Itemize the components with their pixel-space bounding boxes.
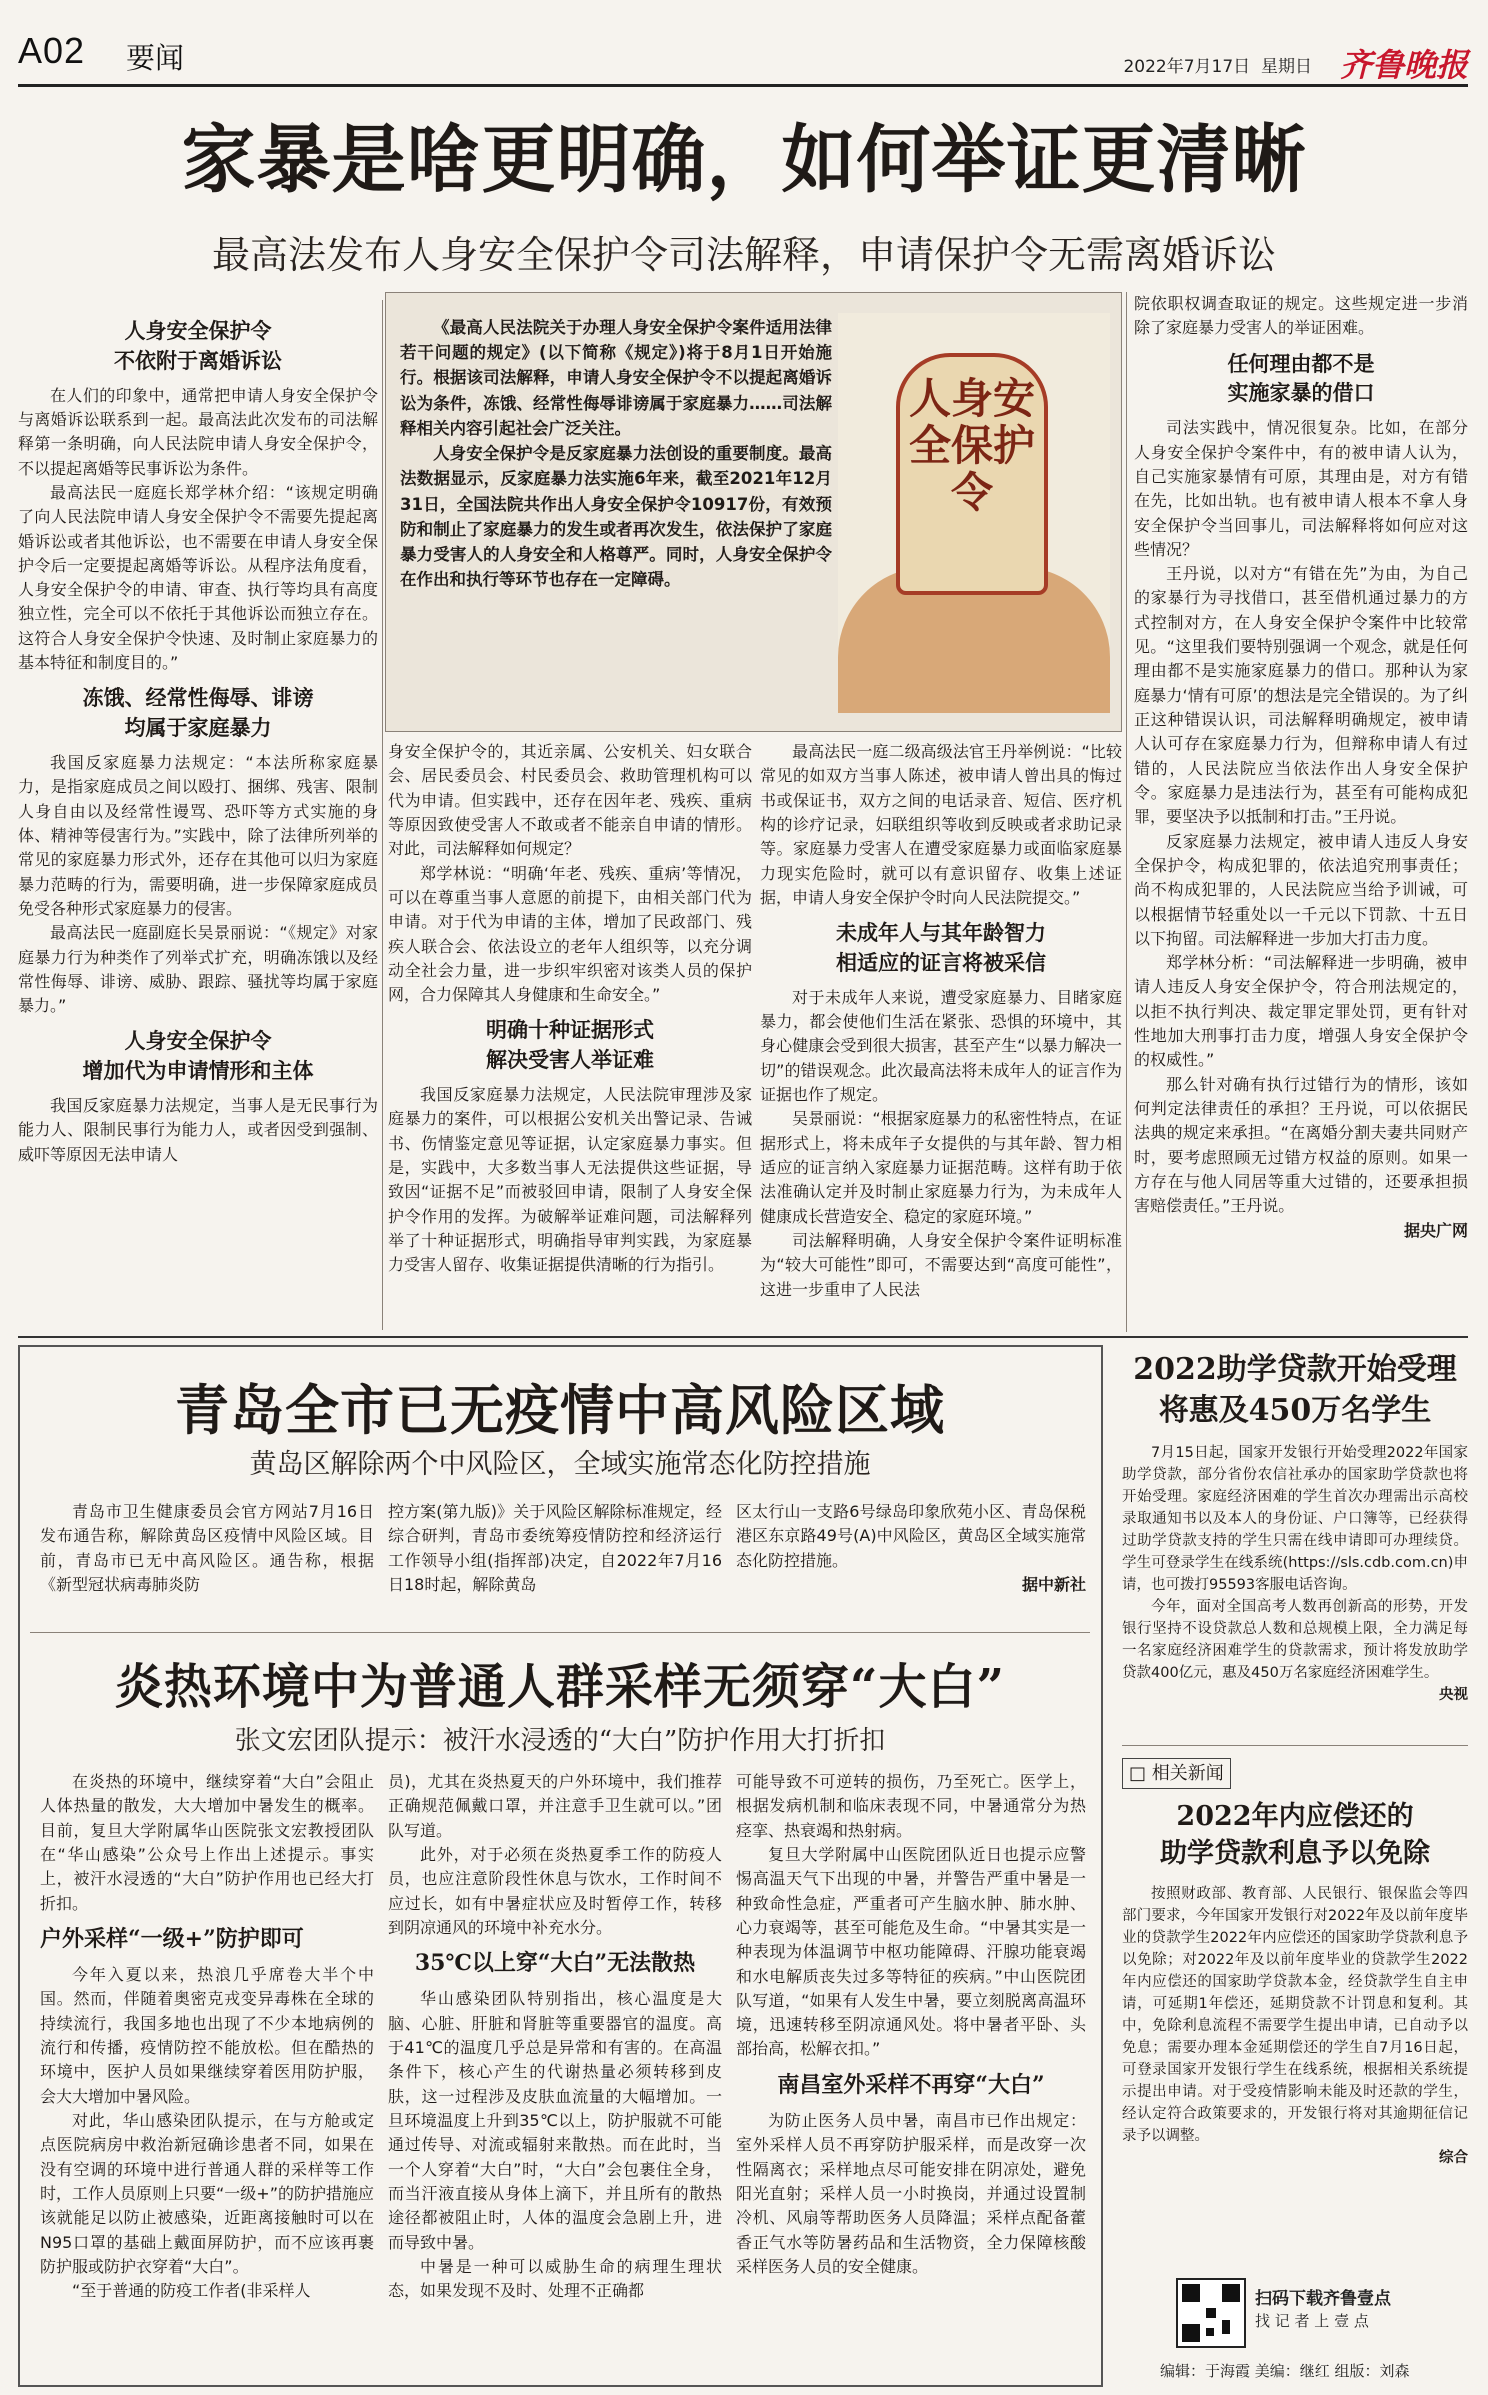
paragraph: 在人们的印象中，通常把申请人身安全保护令与离婚诉讼联系到一起。最高法此次发布的司法解释第一条明确，向人民法院申请人身安全保护令，不以提起离婚等民事诉讼为条件。	[18, 385, 378, 478]
lead-text	[400, 315, 832, 593]
subhead: 任何理由都不是 实施家暴的借口	[1227, 350, 1375, 406]
lead-box	[385, 292, 1122, 732]
paragraph: 为防止医务人员中暑，南昌市已作出规定：室外采样人员不再穿防护服采样，而是改穿一次性隔离衣；采样地点尽可能安排在阴凉处，避免阳光直射；采样人员一小时换岗，并通过设置制冷机、风扇等帮助医务人员降温；采样点配备藿香正气水等防暑药品和生活物资，全力保障核酸采样医务人员的安全健康。	[736, 2110, 1086, 2276]
paragraph: 中暑是一种可以威胁生命的病理生理状态，如果发现不及时、处理不正确都	[388, 2256, 722, 2301]
paragraph: “至于普通的防疫工作者(非采样人	[72, 2281, 311, 2301]
paragraph: 控方案(第九版)》关于风险区解除标准规定，经综合研判，青岛市委统筹疫情防控和经济运行工作领导小组(指挥部)决定，自2022年7月16日18时起，解除黄岛	[388, 1502, 722, 1594]
paragraph: 那么针对确有执行过错行为的情形，该如何判定法律责任的承担？王丹说，可以依据民法典的规定来承担。“在离婚分割夫妻共同财产时，要考虑照顾无过错方权益的原则。如果一方存在与他人同居等重大过错的，还要承担损害赔偿责任。”王丹说。	[1134, 1074, 1468, 1216]
paragraph: 复旦大学附属中山医院团队近日也提示应警惕高温天气下出现的中暑，并警告严重中暑是一种致命性急症，严重者可产生脑水肿、肺水肿、心力衰竭等，甚至可能危及生命。“中暑其实是一种表现为体温调节中枢功能障碍、汗腺功能衰竭和水电解质丧失过多等特征的疾病。”中山医院团队写道，“如果有人发生中暑，要立刻脱离高温环境，迅速转移至阴凉通风处。将中暑者平卧、头部抬高，松解衣扣。”	[736, 1844, 1086, 2059]
main-subheadline: 最高法发布人身安全保护令司法解释，申请保护令无需离婚诉讼	[211, 233, 1276, 277]
weekday-text: 星期日	[1261, 57, 1312, 77]
subhead: 户外采样“一级+”防护即可	[40, 1925, 304, 1952]
paragraph: 区太行山一支路6号绿岛印象欣苑小区、青岛保税港区东京路49号(A)中风险区，黄岛区全域实施常态化防控措施。	[736, 1502, 1086, 1570]
editor-credits: 编辑：于海霞 美编：继红 组版：刘森	[1160, 2362, 1410, 2380]
subhead: 冻饿、经常性侮辱、诽谤 均属于家庭暴力	[82, 685, 314, 741]
qingdao-column-2	[388, 1500, 722, 1630]
paragraph: 今年，面对全国高考人数再创新高的形势，开发银行坚持不设贷款总人数和总规模上限，全力满足每一名家庭经济困难学生的贷款需求，预计将发放助学贷款400亿元，惠及450万名家庭经济困难学生。	[1122, 1598, 1468, 1681]
main-headline: 家暴是啥更明确，如何举证更清晰	[181, 117, 1307, 203]
paragraph: 华山感染团队特别指出，核心温度是大脑、心脏、肝脏和肾脏等重要器官的温度。高于41℃的温度几乎总是异常和有害的。在高温条件下，核心产生的代谢热量必须转移到皮肤，这一过程涉及皮肤血流量的大幅增加。一旦环境温度上升到35℃以上，防护服就不可能通过传导、对流或辐射来散热。而在此时，当一个人穿着“大白”时，“大白”会包裹住全身，而当汗液直接从身体上滴下，并且所有的散热途径都被阻止时，人体的温度会急剧上升，进而导致中暑。	[388, 1989, 722, 2252]
paragraph: 我国反家庭暴力法规定，人民法院审理涉及家庭暴力的案件，可以根据公安机关出警记录、告诫书、伤情鉴定意见等证据，认定家庭暴力事实。但是，实践中，大多数当事人无法提供这些证据，导致因“证据不足”而被驳回申请，限制了人身安全保护令作用的发挥。为破解举证难问题，司法解释列举了十种证据形式，明确指导审判实践，为家庭暴力受害人留存、收集证据提供清晰的行为指引。	[388, 1085, 752, 1275]
main-column-1	[18, 300, 378, 1330]
column-rule	[382, 300, 383, 1330]
paragraph: 我国反家庭暴力法规定，当事人是无民事行为能力人、限制民事行为能力人，或者因受到强制、威吓等原因无法申请人	[18, 1096, 378, 1164]
subhead: 35℃以上穿“大白”无法散热	[414, 1950, 696, 1977]
page-number: A02	[18, 30, 86, 71]
paragraph: 青岛市卫生健康委员会官方网站7月16日发布通告称，解除黄岛区疫情中风险区域。目前，青岛市已无中高风险区。通告称，根据《新型冠状病毒肺炎防	[40, 1502, 374, 1594]
heat-column-3	[736, 1770, 1086, 2380]
qr-code[interactable]	[1176, 2278, 1246, 2348]
qr-caption: 扫码下载齐鲁壹点	[1255, 2289, 1391, 2309]
heat-subheadline: 张文宏团队提示：被汗水浸透的“大白”防护作用大打折扣	[234, 1726, 886, 1756]
lead-paragraph: 人身安全保护令是反家庭暴力法创设的重要制度。最高法数据显示，反家庭暴力法实施6年来，截至2021年12月31日，全国法院共作出人身安全保护令10917份，有效预防和制止了家庭暴力的发生或者再次发生，依法保护了家庭暴力受害人的人身安全和人格尊严。同时，人身安全保护令在作出和执行等环节也存在一定障碍。	[400, 444, 832, 590]
section-name: 要闻	[126, 41, 185, 75]
paragraph: 员)，尤其在炎热夏天的户外环境中，我们推荐正确规范佩戴口罩，并注意手卫生就可以。”团队写道。	[388, 1772, 722, 1840]
source-credit: 据中新社	[1021, 1574, 1086, 1594]
paragraph: 7月15日起，国家开发银行开始受理2022年国家助学贷款，部分省份农信社承办的国家助学贷款也将开始受理。家庭经济困难的学生首次办理需出示高校录取通知书以及本人的身份证、户口簿等，已经获得过助学贷款支持的学生只需在线申请即可办理续贷。学生可登录学生在线系统(https://sls.cdb.com.cn)申请，也可拨打95593客服电话咨询。	[1122, 1444, 1468, 1593]
paragraph: 最高法民一庭副庭长吴景丽说：“《规定》对家庭暴力行为种类作了列举式扩充，明确冻饿以及经常性侮辱、诽谤、威胁、跟踪、骚扰等均属于家庭暴力。”	[18, 923, 378, 1016]
source-credit: 央视	[1439, 1686, 1468, 1703]
subhead: 南昌室外采样不再穿“大白”	[777, 2071, 1045, 2098]
protection-order-plaque	[896, 353, 1048, 595]
story-rule	[1122, 1745, 1468, 1746]
source-credit: 据央广网	[1403, 1220, 1468, 1240]
qingdao-headline: 青岛全市已无疫情中高风险区域	[175, 1378, 945, 1442]
plaque-text: 人身安全保护令	[908, 374, 1035, 518]
subhead: 人身安全保护令 不依附于离婚诉讼	[114, 318, 282, 373]
paragraph: 反家庭暴力法规定，被申请人违反人身安全保护令，构成犯罪的，依法追究刑事责任；尚不构成犯罪的，人民法院应当给予训诫，可以根据情节轻重处以一千元以下罚款、十五日以下拘留。司法解释进一步加大打击力度。	[1134, 831, 1468, 948]
paragraph: 按照财政部、教育部、人民银行、银保监会等四部门要求，今年国家开发银行对2022年及以前年度毕业的贷款学生2022年内应偿还的国家助学贷款利息予以免除；对2022年及以前年度毕业的贷款学生2022年内应偿还的国家助学贷款本金，经贷款学生自主申请，可延期1年偿还，延期贷款不计罚息和复利。其中，免除利息流程不需要学生提出申请，已自动予以免息；需要办理本金延期偿还的学生自7月16日起，可登录国家开发银行学生在线系统，根据相关系统提示提出申请。对于受疫情影响未能及时还款的学生，经认定符合政策要求的，开发银行将对其逾期征信记录予以调整。	[1122, 1885, 1468, 2145]
column-rule	[1126, 292, 1127, 1332]
paragraph: 今年入夏以来，热浪几乎席卷大半个中国。然而，伴随着奥密克戎变异毒株在全球的持续流行，我国多地也出现了不少本地病例的流行和传播，疫情防控不能放松。但在酷热的环境中，医护人员如果继续穿着医用防护服，会大大增加中暑风险。	[40, 1965, 374, 2106]
subhead: 人身安全保护令 增加代为申请情形和主体	[82, 1028, 314, 1084]
paragraph: 最高法民一庭庭长郑学林介绍：“该规定明确了向人民法院申请人身安全保护令不需要先提起离婚诉讼或者其他诉讼，也不需要在申请人身安全保护令后一定要提起离婚等诉讼。从程序法角度看，人身安全保护令的申请、审查、执行等均具有高度独立性，完全可以不依托于其他诉讼而独立存在。这符合人身安全保护令快速、及时制止家庭暴力的基本特征和制度目的。”	[18, 482, 378, 673]
qingdao-column-3	[736, 1500, 1086, 1630]
main-column-3	[760, 740, 1122, 1330]
paragraph: 我国反家庭暴力法规定：“本法所称家庭暴力，是指家庭成员之间以殴打、捆绑、残害、限制人身自由以及经常性谩骂、恐吓等方式实施的身体、精神等侵害行为。”实践中，除了法律所列举的常见的家庭暴力形式外，还存在其他可以归为家庭暴力范畴的行为，需要明确，进一步保障家庭成员免受各种形式家庭暴力的侵害。	[18, 753, 378, 918]
story-rule	[30, 1632, 1090, 1633]
related-news-label: □ 相关新闻	[1122, 1758, 1231, 1789]
paragraph: 最高法民一庭二级高级法官王丹举例说：“比较常见的如双方当事人陈述，被申请人曾出具的悔过书或保证书，双方之间的电话录音、短信、医疗机构的诊疗记录，妇联组织等收到反映或者求助记录等。家庭暴力受害人在遭受家庭暴力或面临家庭暴力现实危险时，就可以有意识留存、收集上述证据，申请人身安全保护令时向人民法院提交。”	[760, 742, 1122, 907]
newspaper-logo: 齐鲁晚报	[1339, 46, 1468, 84]
source-credit: 综合	[1439, 2150, 1468, 2167]
student-loan-story	[1122, 1346, 1468, 1741]
protection-order-illustration	[838, 313, 1110, 713]
paragraph: 此外，对于必须在炎热夏季工作的防疫人员，也应注意阶段性休息与饮水，工作时间不应过长，如有中暑症状应及时暂停工作，转移到阴凉通风的环境中补充水分。	[388, 1844, 722, 1937]
section-rule	[18, 1336, 1468, 1338]
subhead: 明确十种证据形式 解决受害人举证难	[486, 1017, 654, 1073]
paragraph: 院依职权调查取证的规定。这些规定进一步消除了家庭暴力受害人的举证困难。	[1134, 294, 1468, 338]
loan-headline: 2022助学贷款开始受理 将惠及450万名学生	[1133, 1352, 1457, 1428]
paragraph: 郑学林说：“明确‘年老、残疾、重病’等情况，可以在尊重当事人意愿的前提下，由相关部门代为申请。对于代为申请的主体，增加了民政部门、残疾人联合会、依法设立的老年人组织等，以充分调动全社会力量，进一步织牢织密对该类人员的保护网，合力保障其人身健康和生命安全。”	[388, 863, 752, 1005]
interest-headline: 2022年内应偿还的 助学贷款利息予以免除	[1160, 1801, 1430, 1870]
paragraph: 司法实践中，情况很复杂。比如，在部分人身安全保护令案件中，有的被申请人认为，自己实施家暴情有可原，其理由是，对方有错在先，比如出轨。也有被申请人根本不拿人身安全保护令当回事儿，司法解释将如何应对这些情况？	[1134, 418, 1468, 559]
heat-column-1	[40, 1770, 374, 2380]
main-column-2	[388, 740, 752, 1330]
paragraph: 郑学林分析：“司法解释进一步明确，被申请人违反人身安全保护令，符合刑法规定的，以拒不执行判决、裁定罪定罪处罚，更有针对性地加大刑事打击力度，增强人身安全保护令的权威性。”	[1134, 953, 1468, 1070]
paragraph: 在炎热的环境中，继续穿着“大白”会阻止人体热量的散发，大大增加中暑发生的概率。目前，复旦大学附属华山医院张文宏教授团队在“华山感染”公众号上作出上述提示。事实上，被汗水浸透的“大白”防护作用也已经大打折扣。	[40, 1772, 374, 1913]
heat-column-2	[388, 1770, 722, 2380]
subhead: 未成年人与其年龄智力 相适应的证言将被采信	[836, 920, 1046, 975]
qingdao-column-1	[40, 1500, 374, 1630]
heat-headline: 炎热环境中为普通人群采样无须穿“大白”	[114, 1659, 1006, 1715]
paragraph: 对此，华山感染团队提示，在与方舱或定点医院病房中救治新冠确诊患者不同，如果在没有空调的环境中进行普通人群的采样等工作时，工作人员原则上只要“一级+”的防护措施应该就能足以防止被感染，近距离接触时可以在N95口罩的基础上戴面屏防护，而不应该再裹防护服或防护衣穿着“大白”。	[40, 2110, 374, 2276]
paragraph: 身安全保护令的，其近亲属、公安机关、妇女联合会、居民委员会、村民委员会、救助管理机构可以代为申请。但实践中，还存在因年老、残疾、重病等原因致使受害人不敢或者不能亲自申请的情形。对此，司法解释如何规定？	[388, 742, 752, 859]
header-rule	[18, 84, 1468, 87]
paragraph: 司法解释明确，人身安全保护令案件证明标准为“较大可能性”即可，不需要达到“高度可能性”，这进一步重申了人民法	[760, 1230, 1122, 1299]
qingdao-subheadline: 黄岛区解除两个中风险区，全域实施常态化防控措施	[249, 1449, 871, 1480]
qr-subcaption: 找 记 者 上 壹 点	[1255, 2312, 1369, 2330]
paragraph: 可能导致不可逆转的损伤，乃至死亡。医学上，根据发病机制和临床表现不同，中暑通常分为热痉挛、热衰竭和热射病。	[736, 1772, 1086, 1840]
page-header	[0, 0, 1488, 86]
main-column-4	[1134, 292, 1468, 1332]
paragraph: 吴景丽说：“根据家庭暴力的私密性特点，在证据形式上，将未成年子女提供的与其年龄、智力相适应的证言纳入家庭暴力证据范畴。这样有助于依法准确认定并及时制止家庭暴力行为，为未成年人健康成长营造安全、稳定的家庭环境。”	[760, 1109, 1122, 1226]
date-text: 2022年7月17日	[1123, 57, 1251, 77]
lead-paragraph: 《最高人民法院关于办理人身安全保护令案件适用法律若干问题的规定》(以下简称《规定》)将于8月1日开始施行。根据该司法解释，申请人身安全保护令不以提起离婚诉讼为条件，冻饿、经常性侮辱诽谤属于家庭暴力……司法解释相关内容引起社会广泛关注。	[400, 318, 832, 438]
related-label-text: 相关新闻	[1151, 1763, 1224, 1784]
interest-exemption-story	[1122, 1752, 1468, 2272]
issue-date	[1123, 52, 1312, 77]
paragraph: 王丹说，以对方“有错在先”为由，为自己的家暴行为寻找借口，甚至借机通过暴力的方式控制对方，在人身安全保护令案件中比较常见。“这里我们要特别强调一个观念，就是任何理由都不是实施家庭暴力的借口。那种认为家庭暴力‘情有可原’的想法是完全错误的。为了纠正这种错误认识，司法解释明确规定，被申请人认可存在家庭暴力行为，但辩称申请人有过错的，人民法院应当依法作出人身安全保护令。家庭暴力是违法行为，甚至有可能构成犯罪，要坚决予以抵制和打击。”王丹说。	[1134, 564, 1468, 827]
paragraph: 对于未成年人来说，遭受家庭暴力、目睹家庭暴力，都会使他们生活在紧张、恐惧的环境中，其身心健康会受到很大损害，甚至产生“以暴力解决一切”的错误观念。此次最高法将未成年人的证言作为证据也作了规定。	[760, 987, 1122, 1105]
